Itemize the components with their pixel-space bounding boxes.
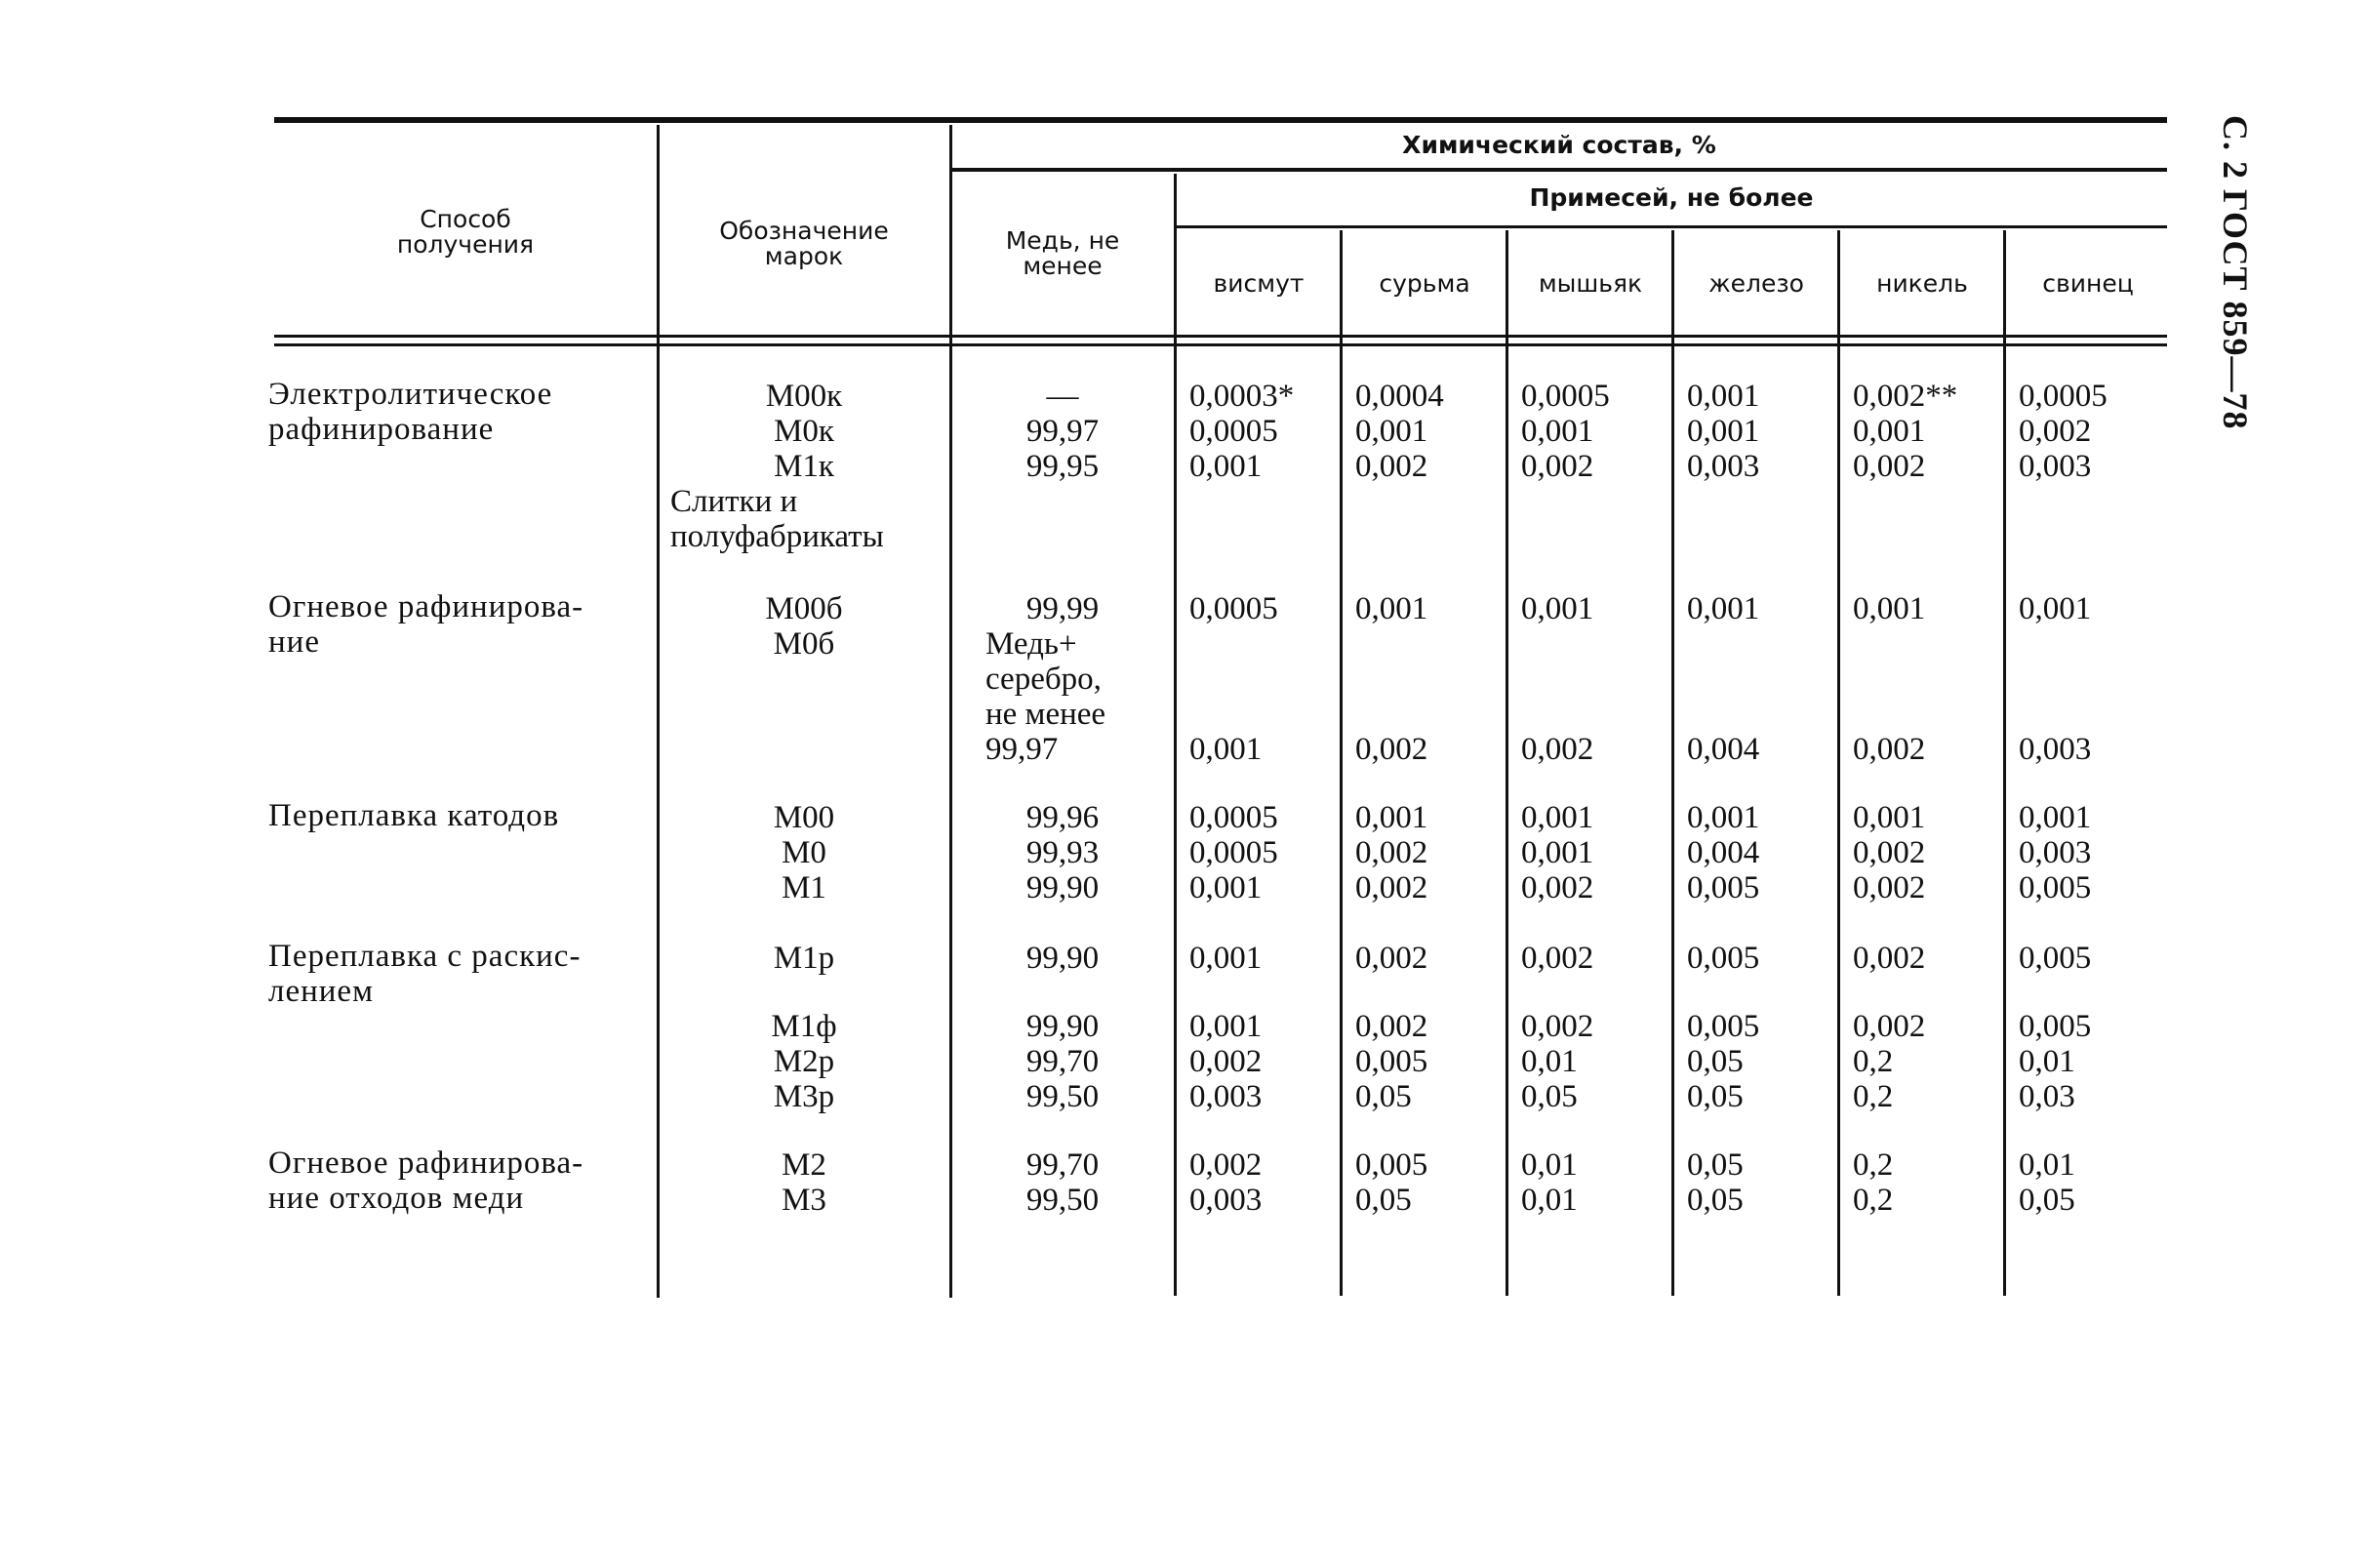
header-copper: Медь, не менее (1005, 226, 1120, 280)
method-line: Электролитическое (268, 377, 553, 412)
antimony-cell: 0,001 (1355, 414, 1428, 449)
antimony-cell: 0,0004 (1355, 379, 1444, 414)
copper-cell: 99,70 (1025, 1147, 1100, 1183)
nickel-cell: 0,2 (1853, 1147, 1894, 1183)
grade-cell: М0к (774, 414, 834, 449)
header-iron: железо (1708, 269, 1804, 298)
header-impurities: Примесей, не более (1529, 183, 1814, 212)
antimony-cell: 0,005 (1355, 1147, 1428, 1183)
lead-cell: 0,01 (2019, 1147, 2075, 1183)
copper-cell: 99,95 (1025, 449, 1100, 484)
antimony-cell: 0,001 (1355, 591, 1428, 626)
grade-cell: М2 (782, 1147, 826, 1183)
antimony-cell: 0,005 (1355, 1044, 1428, 1079)
grade-cell: М2р (773, 1044, 835, 1079)
bismuth-cell: 0,0005 (1189, 800, 1278, 835)
arsenic-cell: 0,01 (1521, 1183, 1578, 1218)
grade-cell: М1ф (771, 1009, 837, 1044)
arsenic-cell: 0,002 (1521, 1009, 1594, 1044)
nickel-cell: 0,002 (1853, 1009, 1926, 1044)
iron-cell: 0,004 (1687, 835, 1760, 870)
method-line: Переплавка с раскис- (268, 939, 582, 974)
method-line: ние отходов меди (268, 1181, 525, 1216)
method-scrap-fire-refining (268, 1146, 654, 1216)
header-arsenic: мышьяк (1538, 269, 1643, 298)
header-antimony: сурьма (1379, 269, 1470, 298)
header-bismuth: висмут (1213, 269, 1305, 298)
antimony-cell: 0,002 (1355, 449, 1428, 484)
iron-cell: 0,005 (1687, 870, 1760, 905)
nickel-cell: 0,2 (1853, 1044, 1894, 1079)
chem-header-rule (951, 168, 2167, 172)
bismuth-cell: 0,002 (1189, 1044, 1263, 1079)
iron-cell: 0,05 (1687, 1079, 1744, 1114)
bismuth-cell: 0,001 (1189, 1009, 1263, 1044)
arsenic-cell: 0,002 (1521, 732, 1594, 767)
bismuth-cell: 0,001 (1189, 449, 1263, 484)
arsenic-cell: 0,0005 (1521, 379, 1610, 414)
bismuth-cell: 0,002 (1189, 1147, 1263, 1183)
note-line: Медь+ (985, 626, 1077, 662)
grade-cell: М00б (765, 591, 843, 626)
iron-cell: 0,004 (1687, 732, 1760, 767)
arsenic-cell: 0,002 (1521, 449, 1594, 484)
lead-cell: 0,001 (2019, 800, 2092, 835)
grade-cell: М0 (782, 835, 826, 870)
copper-silver-note (985, 626, 1181, 767)
nickel-cell: 0,002** (1853, 379, 1958, 414)
bismuth-cell: 0,001 (1189, 870, 1263, 905)
lead-cell: 0,005 (2019, 1009, 2092, 1044)
method-cathode-remelting (268, 798, 654, 833)
lead-cell: 0,05 (2019, 1183, 2075, 1218)
bismuth-cell: 0,0005 (1189, 591, 1278, 626)
method-line: лением (268, 974, 374, 1009)
grade-cell: М1 (782, 870, 826, 905)
grade-note (670, 484, 949, 554)
nickel-cell: 0,002 (1853, 941, 1926, 976)
copper-cell: 99,50 (1025, 1079, 1100, 1114)
antimony-cell: 0,001 (1355, 800, 1428, 835)
iron-cell: 0,001 (1687, 591, 1760, 626)
note-line: полуфабрикаты (670, 519, 884, 554)
copper-cell: 99,70 (1025, 1044, 1100, 1079)
antimony-cell: 0,002 (1355, 870, 1428, 905)
copper-cell: 99,90 (1025, 1009, 1100, 1044)
arsenic-cell: 0,05 (1521, 1079, 1578, 1114)
composition-table (268, 117, 2167, 1298)
copper-cell: 99,50 (1025, 1183, 1100, 1218)
nickel-cell: 0,002 (1853, 449, 1926, 484)
arsenic-cell: 0,01 (1521, 1147, 1578, 1183)
iron-cell: 0,005 (1687, 941, 1760, 976)
bismuth-cell: 0,0005 (1189, 414, 1278, 449)
lead-cell: 0,03 (2019, 1079, 2075, 1114)
arsenic-cell: 0,01 (1521, 1044, 1578, 1079)
header-bottom-rule-2 (274, 343, 2167, 346)
copper-cell: 99,90 (1025, 941, 1100, 976)
lead-cell: 0,003 (2019, 835, 2092, 870)
grade-cell: М3 (782, 1183, 826, 1218)
antimony-cell: 0,002 (1355, 835, 1428, 870)
antimony-cell: 0,002 (1355, 1009, 1428, 1044)
nickel-cell: 0,2 (1853, 1079, 1894, 1114)
bismuth-cell: 0,003 (1189, 1183, 1263, 1218)
header-nickel: никель (1876, 269, 1968, 298)
arsenic-cell: 0,001 (1521, 835, 1594, 870)
antimony-cell: 0,05 (1355, 1079, 1412, 1114)
lead-cell: 0,002 (2019, 414, 2092, 449)
grade-cell: М00 (773, 800, 835, 835)
grade-cell: М3р (773, 1079, 835, 1114)
method-electrolytic (268, 377, 654, 447)
nickel-cell: 0,002 (1853, 835, 1926, 870)
nickel-cell: 0,2 (1853, 1183, 1894, 1218)
header-chem-composition: Химический состав, % (1402, 131, 1716, 159)
note-line: серебро, (985, 662, 1102, 697)
arsenic-cell: 0,002 (1521, 941, 1594, 976)
column-divider (949, 125, 952, 1298)
antimony-cell: 0,05 (1355, 1183, 1412, 1218)
grade-cell: М0б (773, 626, 835, 662)
arsenic-cell: 0,001 (1521, 591, 1594, 626)
iron-cell: 0,001 (1687, 379, 1760, 414)
method-line: Огневое рафинирова- (268, 1146, 584, 1181)
method-line: рафинирование (268, 412, 495, 447)
copper-cell: — (1046, 379, 1079, 414)
antimony-cell: 0,002 (1355, 941, 1428, 976)
iron-cell: 0,005 (1687, 1009, 1760, 1044)
note-line: Слитки и (670, 484, 798, 519)
grade-cell: М00к (765, 379, 843, 414)
arsenic-cell: 0,001 (1521, 414, 1594, 449)
page-header: С. 2 ГОСТ 859—78 (2216, 115, 2255, 430)
copper-cell: 99,97 (985, 732, 1059, 767)
nickel-cell: 0,002 (1853, 732, 1926, 767)
lead-cell: 0,01 (2019, 1044, 2075, 1079)
method-line: Переплавка катодов (268, 798, 560, 833)
header-grade: Обозначение марок (719, 217, 889, 270)
table-top-rule (274, 117, 2167, 123)
method-deoxidation-remelting (268, 939, 654, 1009)
iron-cell: 0,003 (1687, 449, 1760, 484)
nickel-cell: 0,001 (1853, 591, 1926, 626)
column-divider (657, 125, 660, 1298)
method-fire-refining (268, 589, 654, 660)
iron-cell: 0,05 (1687, 1044, 1744, 1079)
arsenic-cell: 0,001 (1521, 800, 1594, 835)
method-line: Огневое рафинирова- (268, 589, 584, 624)
copper-cell: 99,97 (1025, 414, 1100, 449)
bismuth-cell: 0,003 (1189, 1079, 1263, 1114)
nickel-cell: 0,001 (1853, 800, 1926, 835)
lead-cell: 0,005 (2019, 941, 2092, 976)
header-method: Способ получения (396, 205, 535, 259)
iron-cell: 0,05 (1687, 1147, 1744, 1183)
impurities-header-rule (1176, 225, 2167, 228)
nickel-cell: 0,002 (1853, 870, 1926, 905)
copper-cell: 99,90 (1025, 870, 1100, 905)
iron-cell: 0,001 (1687, 414, 1760, 449)
bismuth-cell: 0,001 (1189, 941, 1263, 976)
lead-cell: 0,003 (2019, 732, 2092, 767)
method-line: ние (268, 624, 320, 660)
bismuth-cell: 0,001 (1189, 732, 1263, 767)
grade-cell: М1р (773, 941, 835, 976)
lead-cell: 0,005 (2019, 870, 2092, 905)
header-lead: свинец (2042, 269, 2134, 298)
grade-cell: М1к (774, 449, 834, 484)
note-line: не менее (985, 697, 1106, 732)
lead-cell: 0,0005 (2019, 379, 2108, 414)
antimony-cell: 0,002 (1355, 732, 1428, 767)
copper-cell: 99,96 (1025, 800, 1100, 835)
bismuth-cell: 0,0005 (1189, 835, 1278, 870)
header-bottom-rule (274, 335, 2167, 338)
lead-cell: 0,003 (2019, 449, 2092, 484)
copper-cell: 99,93 (1025, 835, 1100, 870)
arsenic-cell: 0,002 (1521, 870, 1594, 905)
lead-cell: 0,001 (2019, 591, 2092, 626)
iron-cell: 0,001 (1687, 800, 1760, 835)
iron-cell: 0,05 (1687, 1183, 1744, 1218)
copper-cell: 99,99 (1025, 591, 1100, 626)
nickel-cell: 0,001 (1853, 414, 1926, 449)
bismuth-cell: 0,0003* (1189, 379, 1295, 414)
